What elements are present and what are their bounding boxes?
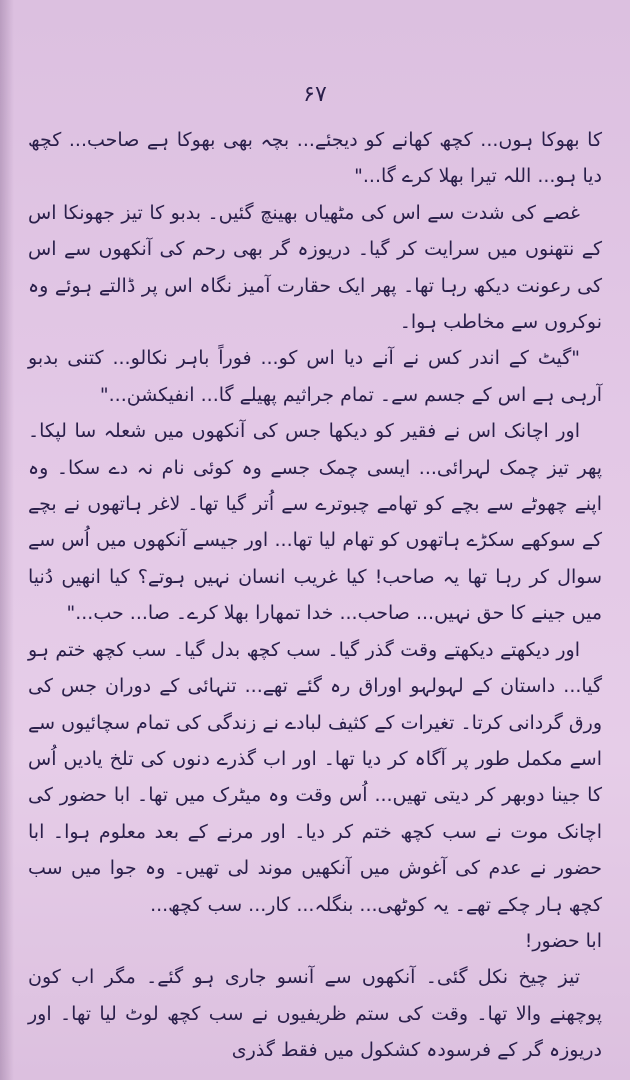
page-edge-shadow bbox=[0, 0, 14, 1080]
paragraph-2: غصے کی شدت سے اس کی مٹھیاں بھینچ گئیں۔ بدبو کا تیز جھونکا اس کے نتھنوں میں سرایت کر گیا۔ دریوزہ گر بھی رحم کی آنکھوں سے اس کی رعونت دیکھ رہا تھا۔ پھر ایک حقارت آمیز نگاہ اس پر ڈالتے ہوئے وہ نوکروں سے مخاطب ہوا۔ bbox=[28, 201, 602, 334]
paragraph-4: اور اچانک اس نے فقیر کو دیکھا جس کی آنکھوں میں شعلہ سا لپکا۔ پھر تیز چمک لہرائی... ایسی چمک جسے وہ کوئی نام نہ دے سکا۔ وہ اپنے چھوٹے سے بچے کو تھامے چبوترے سے اُتر گیا تھا۔ لاغر ہاتھوں نے بچے کے سوکھے سکڑے ہاتھوں کو تھام لیا تھا... اور جیسے آنکھوں میں اُس سے سوال کر رہا تھا یہ صاحب! کیا غریب انسان نہیں ہوتے؟ کیا انھیں دُنیا میں جینے کا حق نہیں... صاحب... خدا تمھارا بھلا کرے۔ صا... حب..." bbox=[28, 420, 602, 625]
paragraph-6: ابا حضور! bbox=[524, 929, 602, 952]
paragraph-7: تیز چیخ نکل گئی۔ آنکھوں سے آنسو جاری ہو گئے۔ مگر اب کون پوچھنے والا تھا۔ وقت کی ستم ظریفیوں نے سب کچھ لوٹ لیا تھا۔ اور دریوزہ گر کے فرسودہ کشکول میں فقط گذری bbox=[28, 966, 602, 1062]
paragraph-5: اور دیکھتے دیکھتے وقت گذر گیا۔ سب کچھ بدل گیا۔ سب کچھ ختم ہو گیا... داستان کے لہولہو اوراق رہ گئے تھے... تنہائی کے دوران جس کی ورق گردانی کرتا۔ تغیرات کے کثیف لبادے نے زندگی کی تمام سچائیوں سے اسے مکمل طور پر آگاہ کر دیا تھا۔ اور اب گذرے دنوں کی تلخ یادیں اُس کا جینا دوبھر کر دیتی تھیں... اُس وقت وہ میٹرک میں تھا۔ ابا حضور کی اچانک موت نے سب کچھ ختم کر دیا۔ اور مرنے کے بعد معلوم ہوا۔ ابا حضور نے عدم کی آغوش میں آنکھیں موند لی تھیں۔ وہ جوا میں سب کچھ ہار چکے تھے۔ یہ کوٹھی... بنگلہ... کار... سب کچھ... bbox=[28, 638, 602, 916]
urdu-text-body bbox=[28, 122, 602, 1069]
page-number: ۶۷ bbox=[303, 82, 327, 107]
paragraph-1: کا بھوکا ہوں... کچھ کھانے کو دیجئے... بچہ بھی بھوکا ہے صاحب... کچھ دیا ہو... اللہ تیرا بھلا کرے گا..." bbox=[28, 129, 602, 188]
paragraph-3: "گیٹ کے اندر کس نے آنے دیا اس کو... فوراً باہر نکالو... کتنی بدبو آرہی ہے اس کے جسم سے۔ تمام جراثیم پھیلے گا... انفیکشن..." bbox=[28, 347, 602, 406]
